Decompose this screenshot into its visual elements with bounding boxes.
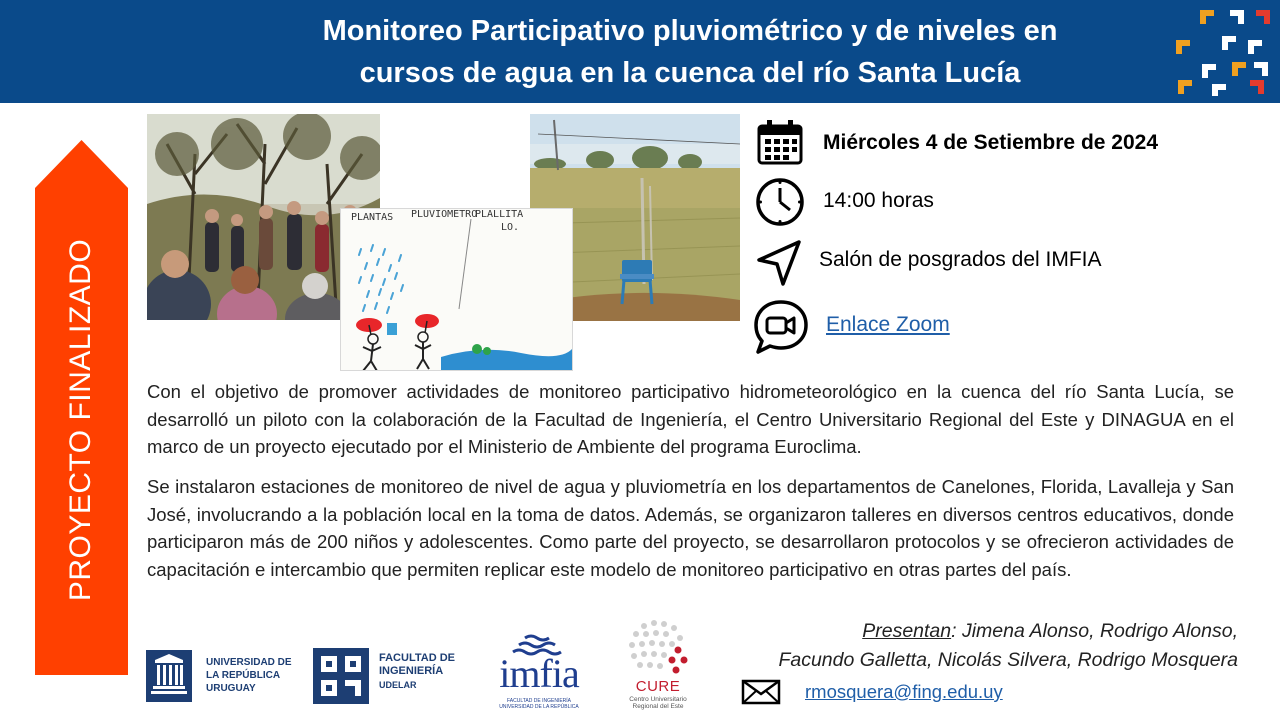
imfia-logo-word: imfia (499, 651, 579, 696)
drawing-word-2: PLUVIOMETRO (411, 209, 478, 220)
imfia-logo-subtitle (489, 698, 589, 710)
udelar-logo (146, 650, 302, 702)
fing-logo-subtitle: UDELAR (379, 680, 417, 690)
event-place: Salón de posgrados del IMFIA (819, 248, 1102, 271)
project-status-label: PROYECTO FINALIZADO (64, 238, 97, 602)
presenters-line-2: Facundo Galletta, Nicolás Silvera, Rodrigo Mosquera (778, 649, 1238, 671)
header-banner (0, 0, 1280, 103)
clock-icon (754, 176, 806, 228)
zoom-link[interactable]: Enlace Zoom (826, 313, 950, 336)
drawing-word-3: PLALLITA (475, 209, 524, 220)
navigation-arrow-icon (755, 238, 803, 288)
title-line-1: Monitoreo Participativo pluviométrico y de niveles en (322, 15, 1058, 47)
page-title (150, 10, 1230, 94)
description-paragraph-1: Con el objetivo de promover actividades de monitoreo participativo hidrometeorológico en la cuenca del río Santa Lucía, se desarrolló un piloto con la colaboración de la Facultad de Ingeniería, el Centro Universitario Regional del Este y DINAGUA en el marco de un proyecto ejecutado por el Ministerio de Ambiente del programa Euroclima. (147, 381, 1234, 457)
cure-logo (620, 618, 696, 712)
presenters-block (700, 617, 1238, 675)
presenters-line-1: : Jimena Alonso, Rodrigo Alonso, (951, 620, 1238, 642)
imfia-logo (489, 634, 589, 710)
presenters-label: Presentan (862, 620, 952, 642)
photo-children-drawing (340, 208, 573, 371)
description-paragraph-2: Se instalaron estaciones de monitoreo de nivel de agua y pluviometría en los departamentos de Canelones, Florida, Lavalleja y San José, involucrando a la población local en la toma de datos. Además, se organizaron talleres en diversos centros educativos, donde participaron más de 200 niños y adolescentes. Como parte del proyecto, se desarrollaron protocolos y se ofrecieron actividades de capacitación e intercambio que permiten replicar este modelo de monitoreo participativo en otras partes del país. (147, 476, 1234, 580)
drawing-word-1: PLANTAS (351, 212, 394, 223)
drawing-word-4: LO. (501, 222, 520, 233)
cure-logo-word: CURE (635, 678, 681, 695)
brand-corner-mark (1172, 6, 1272, 98)
imfia-logo-subtitle-1: FACULTAD DE INGENIERÍA (507, 698, 571, 704)
event-time: 14:00 horas (823, 189, 934, 212)
title-line-2: cursos de agua en la cuenca del río Santa Lucía (359, 57, 1021, 89)
envelope-icon (741, 679, 781, 705)
contact-email-link[interactable]: rmosquera@fing.edu.uy (805, 681, 1003, 702)
video-chat-icon (752, 298, 810, 356)
cure-logo-subtitle: Centro Universitario Regional del Este (629, 696, 687, 710)
udelar-logo-text: UNIVERSIDAD DE LA REPÚBLICA URUGUAY (206, 657, 292, 694)
event-date: Miércoles 4 de Setiembre de 2024 (823, 131, 1159, 154)
fing-logo-title: FACULTAD DE INGENIERÍA (379, 652, 455, 677)
calendar-icon (755, 118, 805, 166)
imfia-logo-subtitle-2: UNIVERSIDAD DE LA REPÚBLICA (499, 704, 579, 710)
fing-logo (313, 648, 473, 704)
